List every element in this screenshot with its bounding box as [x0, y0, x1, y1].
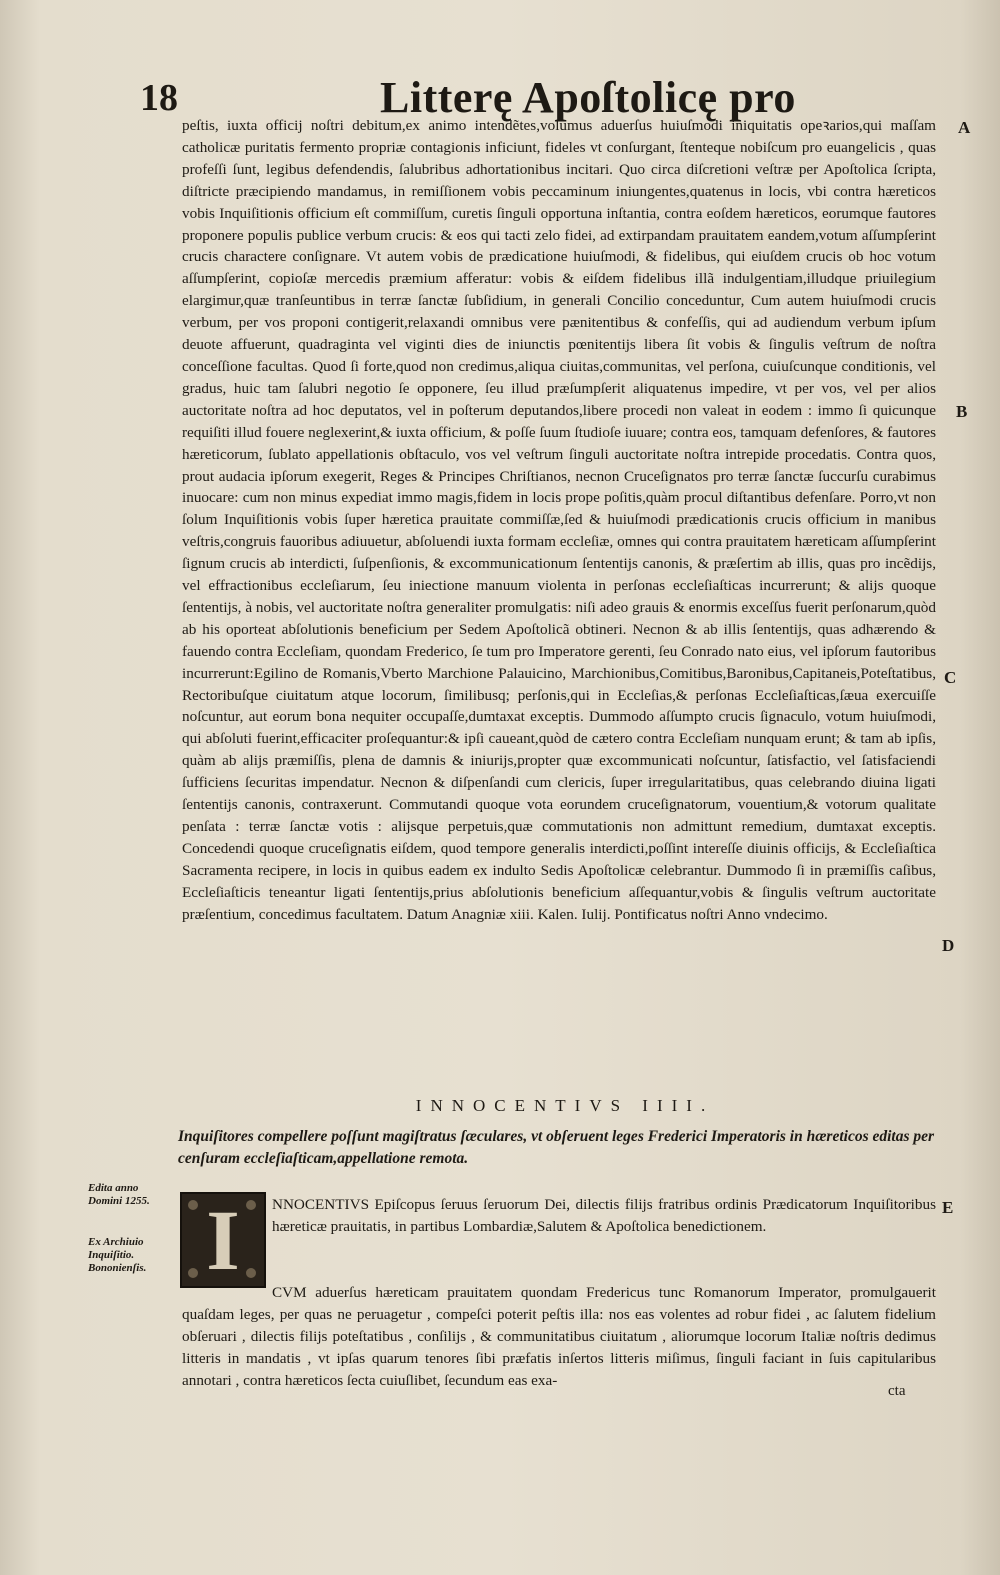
letter-body-text: CVM aduerſus hæreticam prauitatem quondam Fredericus tunc Romanorum Imperator, promulgauerit quaſdam leges, per quas ne peruagetur , compeſci poterit peſtis illa: nos eas volentes ad robur fidei , ac ſalutem fidelium obſeruari , dilectis filijs poteſtatibus , conſilijs , & communitatibus ciuitatum , aliorumque locorum Italiæ noſtris dedimus litteris in mandatis , vt ipſas quarum tenores ſibi præfatis inſertos litteris miſimus, ſinguli faciant in ſuis capitularibus annotari , contra hæreticos ſecta cuiuſlibet, ſecundum eas exa- [182, 1284, 936, 1389]
decorated-initial [180, 1192, 266, 1288]
main-text-block [182, 115, 936, 926]
margin-letter-c: C [944, 668, 957, 687]
initial-letter: I [206, 1192, 240, 1288]
margin-note-date: Edita anno Domini 1255. [88, 1182, 150, 1207]
section-heading: INNOCENTIVS IIII. [415, 1096, 715, 1115]
margin-letter-a: A [958, 118, 971, 137]
margin-letter-b: B [956, 402, 968, 421]
main-text: peſtis, iuxta officij noſtri debitum,ex animo intendẽtes,volumus aduerſus huiuſmodi iniquitatis opeꝛarios,qui maſſam catholicæ puritatis fermento propriæ contagionis inficiunt, fideles vt conſurgant, ſtenteque nobiſcum pro euangelicis , quas profeſſi ſunt, legibus defendendis, ſalubribus adhortationibus incitari. Quo circa diſcretioni veſtræ per Apoſtolica ſcripta, diſtricte præcipiendo mandamus, in remiſſionem vobis peccaminum iniungentes,quatenus in locis, vbi contra hæreticos vobis Inquiſitionis officium eſt commiſſum, curetis ſinguli opportuna inſtantia, contra eoſdem hæreticos, eorumque fautores proponere populis publice verbum crucis: & eos qui tacti zelo fidei, ad extirpandam prauitatem eandem,votum aſſumpſerint crucis charactere conſignare. Vt autem vobis de prædicatione huiuſmodi, & fidelibus, qui eiuſdem crucis ob hoc votum aſſumpſerint, copioſæ mercedis præmium afferatur: vobis & eiſdem fidelibus illã indulgentiam,illudque priuilegium elargimur,quæ tranſeuntibus in terræ ſanctæ ſubſidium, in generali Concilio conceduntur, Cum autem huiuſmodi crucis verbum, per vos proponi contigerit,relaxandi omnibus vere pænitentibus & confeſſis, qui ad audiendum verbum ipſum deuote affuerunt, quadraginta vel viginti dies de iniunctis pœnitentijs libera ſit vobis & ſingulis veſtrum de noſtra conceſſione facultas. Quod ſi forte,quod non credimus,aliqua ciuitas,communitas, vel perſona, cuiuſcunque conditionis, vel gradus, huic tam ſalubri negotio ſe opponere, ſeu illud præſumpſerit aliquatenus impedire, vt per vos, vel per alios auctoritate noſtra ad hoc deputatos, vel in poſterum deputandos,libere procedi non valeat in eodem : immo ſi quicunque requiſiti illud fouere neglexerint,& iuxta officium, & poſſe ſuum ſtudioſe iuuare; contra eos, tamquam defenſores, & fautores hæreticorum, ſublato appellationis obſtaculo, vos vel veſtrum ſinguli auctoritate noſtra intrepide procedatis. Contra quos, prout audacia ipſorum exegerit, Reges & Principes Chriſtianos, necnon Cruceſignatos pro terræ ſanctæ ſuccurſu curabimus inuocare: cum non minus expediat immo magis,fidem in locis prope poſitis,quàm procul diſtantibus defenſare. Porro,vt non ſolum Inquiſitionis vobis ſuper hæretica prauitate commiſſæ,ſed & huiuſmodi prædicationis crucis officium in manibus veſtris,congruis fauoribus adiuuetur, abſoluendi iuxta formam eccleſiæ, omnes qui contra prauitatem hæreticam aſſumpſerint ſignum crucis ab interdicti, ſuſpenſionis, & excommunicationum ſententijs canonis, & præſertim ab illis, quas pro incẽdijs, vel effractionibus eccleſiarum, ſeu iniectione manuum violenta in perſonas eccleſiaſticas incurrerunt; & alijs quoque ſententijs, à nobis, vel auctoritate noſtra generaliter promulgatis: niſi adeo grauis & enormis exceſſus fuerit perſonarum,quòd ab his oporteat abſolutionis beneficium per Sedem Apoſtolicã obtineri. Necnon & ab illis ſententijs, quas adhærendo & fauendo contra Eccleſiam, quondam Frederico, ſe tum pro Imperatore gerenti, ſeu Conrado nato eius, vel ipſorum fautoribus incurrerunt:Egilino de Romanis,Vberto Marchione Palauicino, Marchionibus,Comitibus,Baronibus,Capitaneis,Poteſtatibus, Rectoribuſque ciuitatum atque locorum, ſimilibusq; perſonis,qui in Eccleſias,& perſonas Eccleſiaſticas,ſæua exercuiſſe noſcuntur, aut eorum bona nequiter occupaſſe,dumtaxat exceptis. Dummodo aſſumpto crucis ſignaculo, votum huiuſmodi, qui abſoluti fuerint,efficaciter proſequantur:& ipſi caueant,quòd de cætero contra Eccleſiam nunquam erunt; & tam ab ipſis, quàm ab alijs præmiſſis, plena de damnis & iniurijs,propter quæ excommunicati noſcuntur, ſatisfactio, vel ſatisfaciendi ſufficiens ſecuritas impendatur. Necnon & diſpenſandi cum clericis, ſuper irregularitatibus, quas celebrando diuina ligati ſententijs canonis, contraxerunt. Commutandi quoque vota eorundem cruceſignatorum, vouentium,& votorum qualitate penſata : terræ ſanctæ votis : alijsque perpetuis,quæ commutationis non admittunt remedium, dumtaxat exceptis. Concedendi quoque cruceſignatis eiſdem, quod tempore generalis interdicti,poſſint intereſſe diuinis officijs, & Eccleſiaſtica Sacramenta recipere, in locis in quibus eadem ex indulto Sedis Apoſtolicæ celebrantur. Dummodo ſi in præmiſſis caſibus, Eccleſiaſticis teneantur ligati ſententijs,prius abſolutionis beneficium aſſequantur,vobis & ſingulis veſtrum auctoritate præſentium, concedimus facultatem. Datum Anagniæ xiii. Kalen. Iulij. Pontificatus noſtri Anno vndecimo. [182, 117, 936, 923]
section-summary: Inquiſitores compellere poſſunt magiſtratus ſæculares, vt obſeruent leges Frederici Imperatoris in hæreticos editas per cenſuram eccleſiaſticam,appellatione remota. [178, 1128, 935, 1167]
running-title: Litterę Apoſtolicę pro [380, 73, 796, 122]
margin-letter-d: D [942, 936, 955, 955]
letter-body [182, 1282, 936, 1392]
margin-letter-e: E [942, 1198, 954, 1217]
catchword: cta [888, 1383, 906, 1399]
margin-note-source: Ex Archiuio Inquiſitio. Bononienſis. [88, 1236, 147, 1274]
letter-opening: NNOCENTIVS Epiſcopus ſeruus ſeruorum Dei, dilectis filijs fratribus ordinis Prædicatorum Inquiſitoribus hæreticæ prauitatis, in partibus Lombardiæ,Salutem & Apoſtolica benedictionem. [272, 1196, 936, 1235]
page-number: 18 [140, 77, 178, 119]
